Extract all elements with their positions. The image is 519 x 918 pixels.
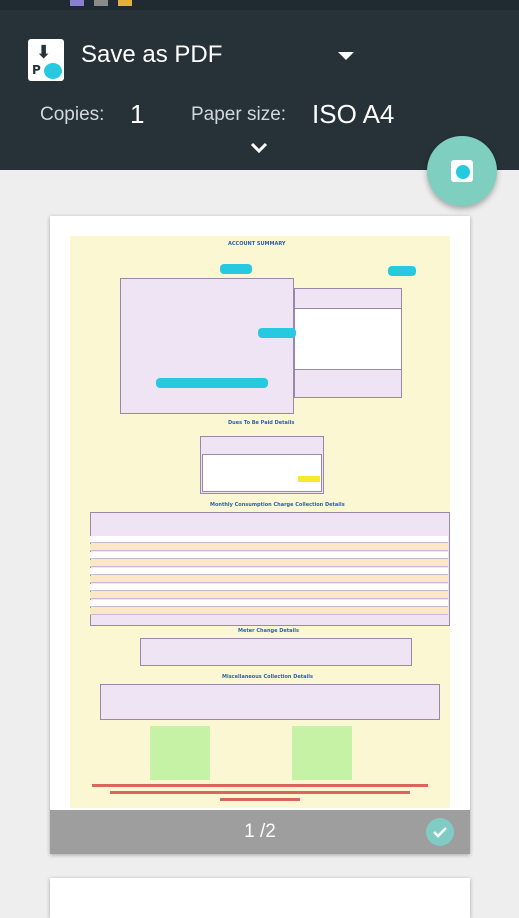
preview-page-1[interactable] (50, 216, 470, 854)
status-icon (118, 0, 132, 6)
status-icon (70, 0, 84, 6)
monthly-section-title: Monthly Consumption Charge Collection Details (210, 502, 345, 508)
meter-table (140, 638, 412, 666)
dues-rows (202, 454, 322, 492)
copies-value[interactable]: 1 (130, 99, 145, 129)
dues-section-title: Dues To Be Paid Details (228, 420, 295, 426)
status-icon (94, 0, 108, 6)
copies-label: Copies: (40, 104, 105, 125)
table-row (90, 600, 448, 607)
tariff-rows (294, 308, 402, 370)
table-row (90, 568, 448, 575)
misc-section-title: Miscellaneous Collection Details (222, 674, 313, 680)
doc-heading: ACCOUNT SUMMARY (228, 241, 286, 247)
status-bar (0, 0, 519, 10)
consumer-info-table (120, 278, 294, 414)
table-row (90, 536, 448, 543)
paper-size-label: Paper size: (191, 104, 287, 125)
printer-select-label[interactable]: Save as PDF (81, 41, 223, 68)
table-row (90, 584, 448, 591)
expand-chevron-icon[interactable] (249, 140, 269, 156)
check-circle-icon[interactable] (426, 818, 454, 846)
misc-table (100, 684, 440, 720)
meter-section-title: Meter Change Details (238, 628, 299, 634)
table-row (90, 544, 448, 551)
footnote-text (92, 784, 428, 787)
table-row (90, 560, 448, 567)
page-indicator: 1 /2 (244, 821, 276, 842)
table-row (90, 576, 448, 583)
dropdown-arrow-icon[interactable] (338, 52, 354, 60)
redaction (388, 266, 416, 276)
preview-page-2[interactable] (50, 878, 470, 918)
page-footer (50, 810, 470, 854)
table-row (90, 592, 448, 599)
save-pdf-fab-icon (451, 160, 473, 182)
paper-size-value[interactable]: ISO A4 (312, 99, 395, 129)
legend-box (292, 726, 352, 780)
footnote-text (220, 798, 300, 801)
footnote-text (110, 791, 410, 794)
document-thumbnail (70, 236, 450, 808)
table-row (90, 552, 448, 559)
legend-box (150, 726, 210, 780)
redaction (220, 264, 252, 274)
highlighted-cell (298, 476, 320, 482)
redaction (258, 328, 296, 338)
save-pdf-fab[interactable] (427, 136, 497, 206)
redaction (156, 378, 268, 388)
table-row (90, 608, 448, 615)
pdf-printer-icon: ⬇ P (28, 39, 64, 81)
